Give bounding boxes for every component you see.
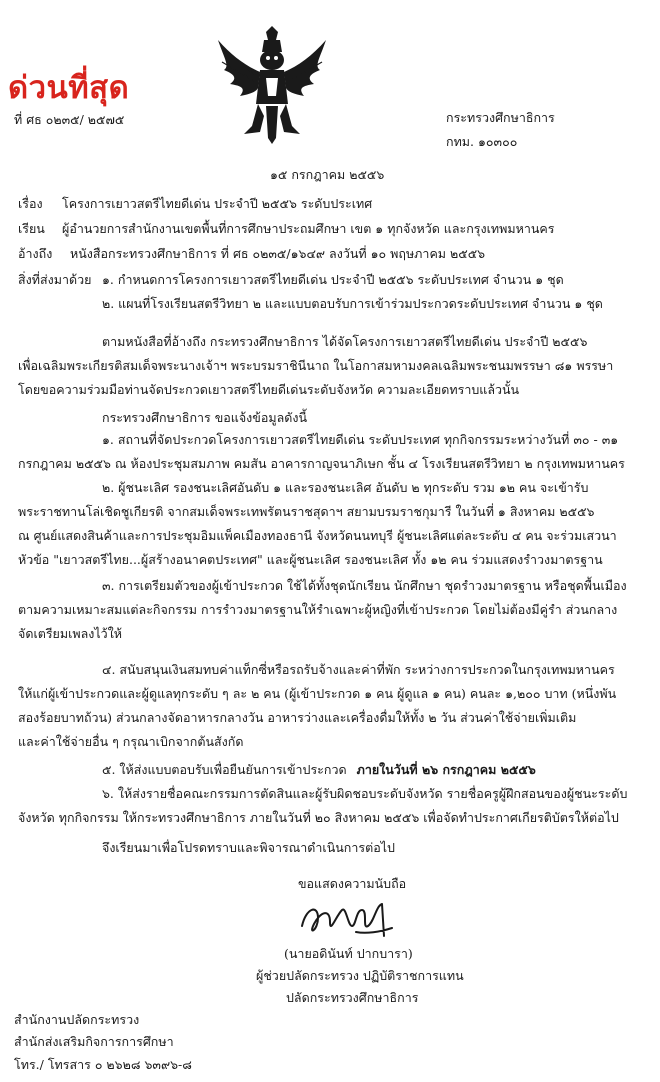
reference-number: ที่ ศธ ๐๒๓๕/ ๒๕๗๕ (14, 112, 125, 127)
text-line: ณ ศูนย์แสดงสินค้าและการประชุมอิมแพ็คเมืองทองธานี จังหวัดนนทบุรี ผู้ชนะเลิศแต่ละระดับ ๔ คน จะร่วมเสวนา (18, 528, 617, 543)
reference-label: อ้างถึง (18, 246, 53, 261)
item-5-deadline: ภายในวันที่ ๒๖ กรกฎาคม ๒๕๕๖ (356, 762, 536, 777)
handwritten-signature-icon (296, 896, 396, 944)
signatory-name: (นายอดินันท์ ปากบารา) (284, 946, 413, 961)
issuer-city: กทม. ๑๐๓๐๐ (446, 134, 518, 149)
enclosure-item: ๒. แผนที่โรงเรียนสตรีวิทยา ๒ และแบบตอบรับการเข้าร่วมประกวดระดับประเทศ จำนวน ๑ ชุด (102, 296, 603, 311)
text-line: หัวข้อ "เยาวสตรีไทย...ผู้สร้างอนาคตประเทศ" และผู้ชนะเลิศ รองชนะเลิศ ทั้ง ๑๒ คน ร่วมแสดงรำวงมาตรฐาน (18, 552, 603, 567)
text-line: ๑. สถานที่จัดประกวดโครงการเยาวสตรีไทยดีเด่น ระดับประเทศ ทุกกิจกรรมระหว่างวันที่ ๓๐ - ๓๑ (102, 432, 619, 447)
text-line: ๖. ให้ส่งรายชื่อคณะกรรมการตัดสินและผู้รับผิดชอบระดับจังหวัด รายชื่อครูผู้ฝึกสอนของผู้ชนะระดับ (102, 786, 628, 801)
item-6-paragraph (18, 782, 648, 830)
text-line: พระราชทานโล่เชิดชูเกียรติ จากสมเด็จพระเทพรัตนราชสุดาฯ สยามบรมราชกุมารี ในวันที่ ๑ สิงหาคม ๒๕๕๖ (18, 504, 595, 519)
item-2-paragraph (18, 476, 648, 572)
text-line: และค่าใช้จ่ายอื่น ๆ กรุณาเบิกจากต้นสังกัด (18, 734, 244, 749)
text-line: ตามความเหมาะสมแต่ละกิจกรรม การรำวงมาตรฐานให้รำเฉพาะผู้หญิงที่เข้าประกวด โดยไม่ต้องมีคู่รำ ส่วนกลาง (18, 602, 618, 617)
signatory-title-2: ปลัดกระทรวงศึกษาธิการ (286, 990, 419, 1005)
text-line: สองร้อยบาทถ้วน) ส่วนกลางจัดอาหารกลางวัน อาหารว่างและเครื่องดื่มให้ทั้ง ๒ วัน ส่วนค่าใช้จ่ายเพิ่มเติม (18, 710, 577, 725)
text-line: กรกฎาคม ๒๕๕๖ ณ ห้องประชุมสมภาพ คมสัน อาคารกาญจนาภิเษก ชั้น ๔ โรงเรียนสตรีวิทยา ๒ กรุงเทพมหานคร (18, 456, 625, 471)
text-line: ๓. การเตรียมตัวของผู้เข้าประกวด ใช้ได้ทั้งชุดนักเรียน นักศึกษา ชุดรำวงมาตรฐาน หรือชุดพื้นเมือง (102, 578, 627, 593)
item-3-paragraph (18, 574, 648, 646)
footer-office-1: สำนักงานปลัดกระทรวง (14, 1012, 140, 1027)
text-line: จังหวัด ทุกกิจกรรม ให้กระทรวงศึกษาธิการ ภายในวันที่ ๒๐ สิงหาคม ๒๕๕๖ เพื่อจัดทำประกาศเกียรติบัตรให้ต่อไป (18, 810, 619, 825)
intro-paragraph (18, 330, 648, 402)
text-line: โดยขอความร่วมมือท่านจัดประกวดเยาวสตรีไทยดีเด่นระดับจังหวัด ความละเอียดทราบแล้วนั้น (18, 382, 520, 397)
text-line: จัดเตรียมเพลงไว้ให้ (18, 626, 123, 641)
subject-row (18, 196, 372, 212)
text-line: เพื่อเฉลิมพระเกียรติสมเด็จพระนางเจ้าฯ พระบรมราชินีนาถ ในโอกาสมหามงคลเฉลิมพระชนมพรรษา ๘๑ พรรษา (18, 358, 614, 373)
recipient-label: เรียน (18, 221, 45, 236)
footer-phone: โทร./ โทรสาร ๐ ๒๖๒๘ ๖๓๙๖-๘ (14, 1057, 192, 1072)
urgency-stamp: ด่วนที่สุด (8, 70, 130, 106)
reference-text: หนังสือกระทรวงศึกษาธิการ ที่ ศธ ๐๒๓๕/๑๖๔๙ ลงวันที่ ๑๐ พฤษภาคม ๒๕๕๖ (70, 246, 486, 261)
issuer-name: กระทรวงศึกษาธิการ (446, 110, 555, 125)
item-5-paragraph (102, 762, 536, 778)
text-line: ๔. สนับสนุนเงินสมทบค่าแท็กซี่หรือรถรับจ้างและค่าที่พัก ระหว่างการประกวดในกรุงเทพมหานคร (102, 662, 615, 677)
enclosure-item: ๑. กำหนดการโครงการเยาวสตรีไทยดีเด่น ประจำปี ๒๕๕๖ ระดับประเทศ จำนวน ๑ ชุด (102, 272, 564, 287)
reference-row (18, 246, 485, 262)
letter-date: ๑๕ กรกฎาคม ๒๕๕๖ (270, 167, 385, 182)
notice-heading: กระทรวงศึกษาธิการ ขอแจ้งข้อมูลดังนี้ (102, 410, 307, 425)
salutation: ขอแสดงความนับถือ (298, 876, 407, 891)
garuda-emblem-icon (216, 26, 328, 144)
signatory-title-1: ผู้ช่วยปลัดกระทรวง ปฏิบัติราชการแทน (256, 968, 464, 983)
text-line: ให้แก่ผู้เข้าประกวดและผู้ดูแลทุกระดับ ๆ ละ ๒ คน (ผู้เข้าประกวด ๑ คน ผู้ดูแล ๑ คน) คนละ ๑,๒๐๐ บาท (หนึ่งพัน (18, 686, 617, 701)
footer-office-2: สำนักส่งเสริมกิจการการศึกษา (14, 1034, 174, 1049)
recipient-row (18, 221, 555, 237)
subject-text: โครงการเยาวสตรีไทยดีเด่น ประจำปี ๒๕๕๖ ระดับประเทศ (62, 196, 373, 211)
text-line: ตามหนังสือที่อ้างถึง กระทรวงศึกษาธิการ ได้จัดโครงการเยาวสตรีไทยดีเด่น ประจำปี ๒๕๕๖ (102, 334, 588, 349)
subject-label: เรื่อง (18, 196, 43, 211)
enclosures-label: สิ่งที่ส่งมาด้วย (18, 272, 92, 287)
item-5-text: ๕. ให้ส่งแบบตอบรับเพื่อยืนยันการเข้าประกวด (102, 762, 347, 777)
recipient-text: ผู้อำนวยการสำนักงานเขตพื้นที่การศึกษาประถมศึกษา เขต ๑ ทุกจังหวัด และกรุงเทพมหานคร (62, 221, 555, 236)
item-1-paragraph (18, 428, 648, 476)
closing-sentence: จึงเรียนมาเพื่อโปรดทราบและพิจารณาดำเนินการต่อไป (102, 840, 395, 855)
text-line: ๒. ผู้ชนะเลิศ รองชนะเลิศอันดับ ๑ และรองชนะเลิศ อันดับ ๒ ทุกระดับ รวม ๑๒ คน จะเข้ารับ (102, 480, 589, 495)
item-4-paragraph (18, 658, 648, 754)
